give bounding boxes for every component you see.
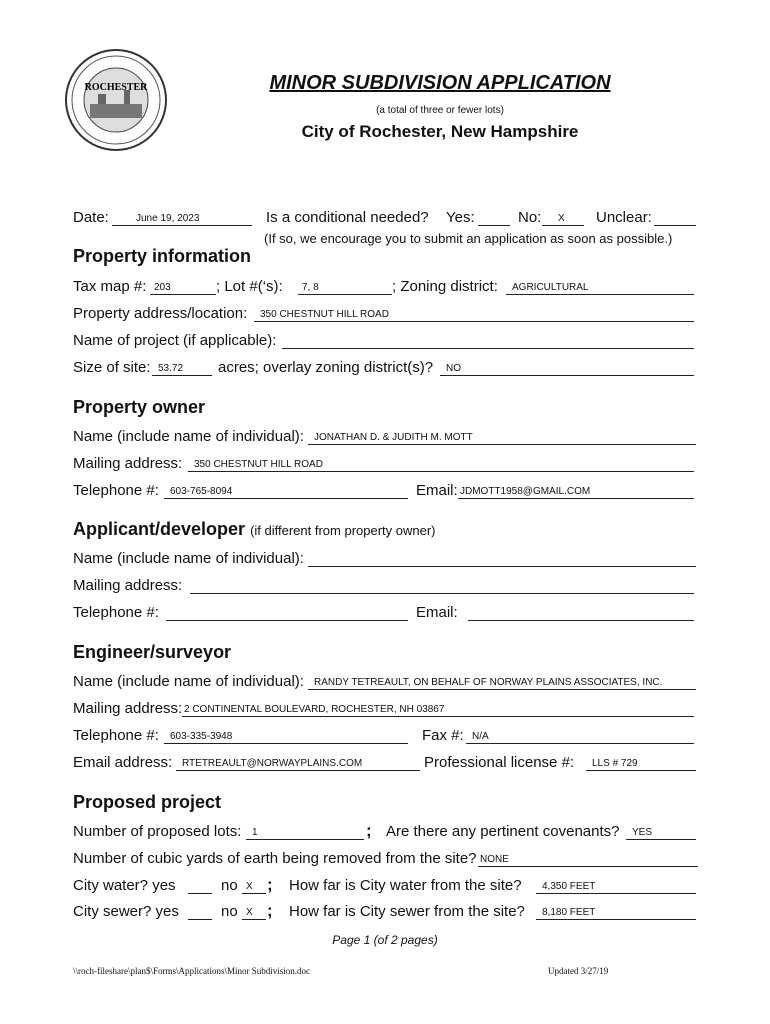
overlay-field[interactable] xyxy=(440,359,694,376)
applicant-email-label: Email: xyxy=(416,604,458,621)
water-label: City water? yes xyxy=(73,877,176,894)
yes-label: Yes: xyxy=(446,209,475,226)
applicant-heading-text: Applicant/developer xyxy=(73,519,246,539)
project-name-field[interactable] xyxy=(282,332,694,349)
lots-value: 1 xyxy=(252,827,258,838)
applicant-mailing-label: Mailing address: xyxy=(73,577,183,594)
sewer-no-value: X xyxy=(246,907,253,918)
applicant-phone-field[interactable] xyxy=(166,604,408,621)
date-field[interactable] xyxy=(112,209,252,226)
owner-name-value: JONATHAN D. & JUDITH M. MOTT xyxy=(314,432,473,443)
project-name-label: Name of project (if applicable): xyxy=(73,332,277,349)
water-no-field[interactable] xyxy=(242,877,266,894)
engineer-mailing-label: Mailing address: xyxy=(73,700,183,717)
address-value: 350 CHESTNUT HILL ROAD xyxy=(260,309,389,320)
sewer-distance-value: 8,180 FEET xyxy=(542,907,596,918)
applicant-mailing-field[interactable] xyxy=(190,577,694,594)
sewer-distance-field[interactable] xyxy=(536,903,696,920)
engineer-name-field[interactable] xyxy=(308,673,696,690)
covenants-field[interactable] xyxy=(626,823,696,840)
date-label: Date: xyxy=(73,209,109,226)
engineer-license-field[interactable] xyxy=(586,754,696,771)
unclear-label: Unclear: xyxy=(596,209,652,226)
engineer-email-label: Email address: xyxy=(73,754,173,771)
zoning-field[interactable] xyxy=(506,278,694,295)
city-name: City of Rochester, New Hampshire xyxy=(301,122,579,141)
owner-heading: Property owner xyxy=(73,397,206,417)
property-info-heading: Property information xyxy=(73,246,252,266)
owner-mailing-field[interactable] xyxy=(188,455,694,472)
page-number: Page 1 (of 2 pages) xyxy=(332,933,438,947)
tax-map-label: Tax map #: xyxy=(73,278,147,295)
owner-phone-label: Telephone #: xyxy=(73,482,159,499)
engineer-name-value: RANDY TETREAULT, ON BEHALF OF NORWAY PLAINS ASSOCIATES, INC. xyxy=(314,677,663,688)
applicant-heading-note: (if different from property owner) xyxy=(250,523,436,538)
owner-email-value: JDMOTT1958@GMAIL.COM xyxy=(460,486,591,497)
engineer-mailing-value: 2 CONTINENTAL BOULEVARD, ROCHESTER, NH 03867 xyxy=(184,704,445,715)
lot-label: ; Lot #(‘s): xyxy=(216,278,283,295)
project-heading: Proposed project xyxy=(73,792,222,812)
conditional-no-value: X xyxy=(558,213,565,224)
sewer-semicolon: ; xyxy=(267,901,273,920)
conditional-yes-field[interactable] xyxy=(478,209,510,226)
water-semicolon: ; xyxy=(267,875,273,894)
water-distance-label: How far is City water from the site? xyxy=(289,877,522,894)
tax-map-field[interactable] xyxy=(150,278,216,295)
date-value: June 19, 2023 xyxy=(136,213,200,224)
owner-name-label: Name (include name of individual): xyxy=(73,428,304,445)
engineer-fax-field[interactable] xyxy=(466,727,694,744)
owner-phone-field[interactable] xyxy=(164,482,408,499)
sewer-distance-label: How far is City sewer from the site? xyxy=(289,903,525,920)
water-distance-field[interactable] xyxy=(536,877,696,894)
sewer-label: City sewer? yes xyxy=(73,903,179,920)
file-path: \\roch-fileshare\plan$\Forms\Applications\Minor Subdivision.doc xyxy=(73,966,310,976)
tax-map-value: 203 xyxy=(154,282,171,293)
form-subtitle: (a total of three or fewer lots) xyxy=(376,105,504,116)
water-no-value: X xyxy=(246,881,253,892)
earth-field[interactable] xyxy=(478,850,698,867)
address-field[interactable] xyxy=(254,305,694,322)
engineer-heading: Engineer/surveyor xyxy=(73,642,232,662)
earth-label: Number of cubic yards of earth being removed from the site? xyxy=(73,850,477,867)
owner-email-label: Email: xyxy=(416,482,458,499)
size-label: Size of site: xyxy=(73,359,151,376)
owner-phone-value: 603-765-8094 xyxy=(170,486,233,497)
size-field[interactable] xyxy=(152,359,212,376)
conditional-unclear-field[interactable] xyxy=(654,209,696,226)
size-value: 53.72 xyxy=(158,363,184,374)
lot-field[interactable] xyxy=(298,278,392,295)
covenants-label: Are there any pertinent covenants? xyxy=(386,823,620,840)
lot-value: 7, 8 xyxy=(302,282,319,293)
no-label: No: xyxy=(518,209,542,226)
owner-mailing-label: Mailing address: xyxy=(73,455,183,472)
updated-date: Updated 3/27/19 xyxy=(548,966,609,976)
seal-text: ROCHESTER xyxy=(84,82,148,93)
conditional-label: Is a conditional needed? xyxy=(266,209,429,226)
engineer-email-value: RTETREAULT@NORWAYPLAINS.COM xyxy=(182,758,363,769)
sewer-no-field[interactable] xyxy=(242,903,266,920)
sewer-no-label: no xyxy=(221,903,238,920)
engineer-phone-label: Telephone #: xyxy=(73,727,159,744)
applicant-name-field[interactable] xyxy=(308,550,696,567)
engineer-mailing-field[interactable] xyxy=(182,700,694,717)
sewer-yes-field[interactable] xyxy=(188,903,212,920)
water-distance-value: 4,350 FEET xyxy=(542,881,596,892)
applicant-phone-label: Telephone #: xyxy=(73,604,159,621)
zoning-label: ; Zoning district: xyxy=(392,278,498,295)
water-no-label: no xyxy=(221,877,238,894)
engineer-name-label: Name (include name of individual): xyxy=(73,673,304,690)
conditional-no-field[interactable] xyxy=(542,209,584,226)
address-label: Property address/location: xyxy=(73,305,248,322)
engineer-email-field[interactable] xyxy=(176,754,420,771)
applicant-name-label: Name (include name of individual): xyxy=(73,550,304,567)
lots-semicolon: ; xyxy=(366,821,372,840)
applicant-heading xyxy=(73,519,436,540)
water-yes-field[interactable] xyxy=(188,877,212,894)
owner-mailing-value: 350 CHESTNUT HILL ROAD xyxy=(194,459,323,470)
lots-field[interactable] xyxy=(246,823,364,840)
acres-overlay-label: acres; overlay zoning district(s)? xyxy=(218,359,434,376)
engineer-phone-field[interactable] xyxy=(164,727,408,744)
engineer-license-value: LLS # 729 xyxy=(592,758,638,769)
applicant-email-field[interactable] xyxy=(468,604,694,621)
engineer-fax-value: N/A xyxy=(472,731,489,742)
zoning-value: AGRICULTURAL xyxy=(512,282,589,293)
engineer-license-label: Professional license #: xyxy=(424,754,575,771)
owner-email-field[interactable] xyxy=(458,482,694,499)
overlay-value: NO xyxy=(446,363,461,374)
lots-label: Number of proposed lots: xyxy=(73,823,242,840)
conditional-note: (If so, we encourage you to submit an application as soon as possible.) xyxy=(264,231,673,246)
engineer-fax-label: Fax #: xyxy=(422,727,464,744)
engineer-phone-value: 603-335-3948 xyxy=(170,731,233,742)
owner-name-field[interactable] xyxy=(308,428,696,445)
form-title: MINOR SUBDIVISION APPLICATION xyxy=(269,72,611,94)
covenants-value: YES xyxy=(632,827,653,838)
earth-value: NONE xyxy=(480,854,509,865)
